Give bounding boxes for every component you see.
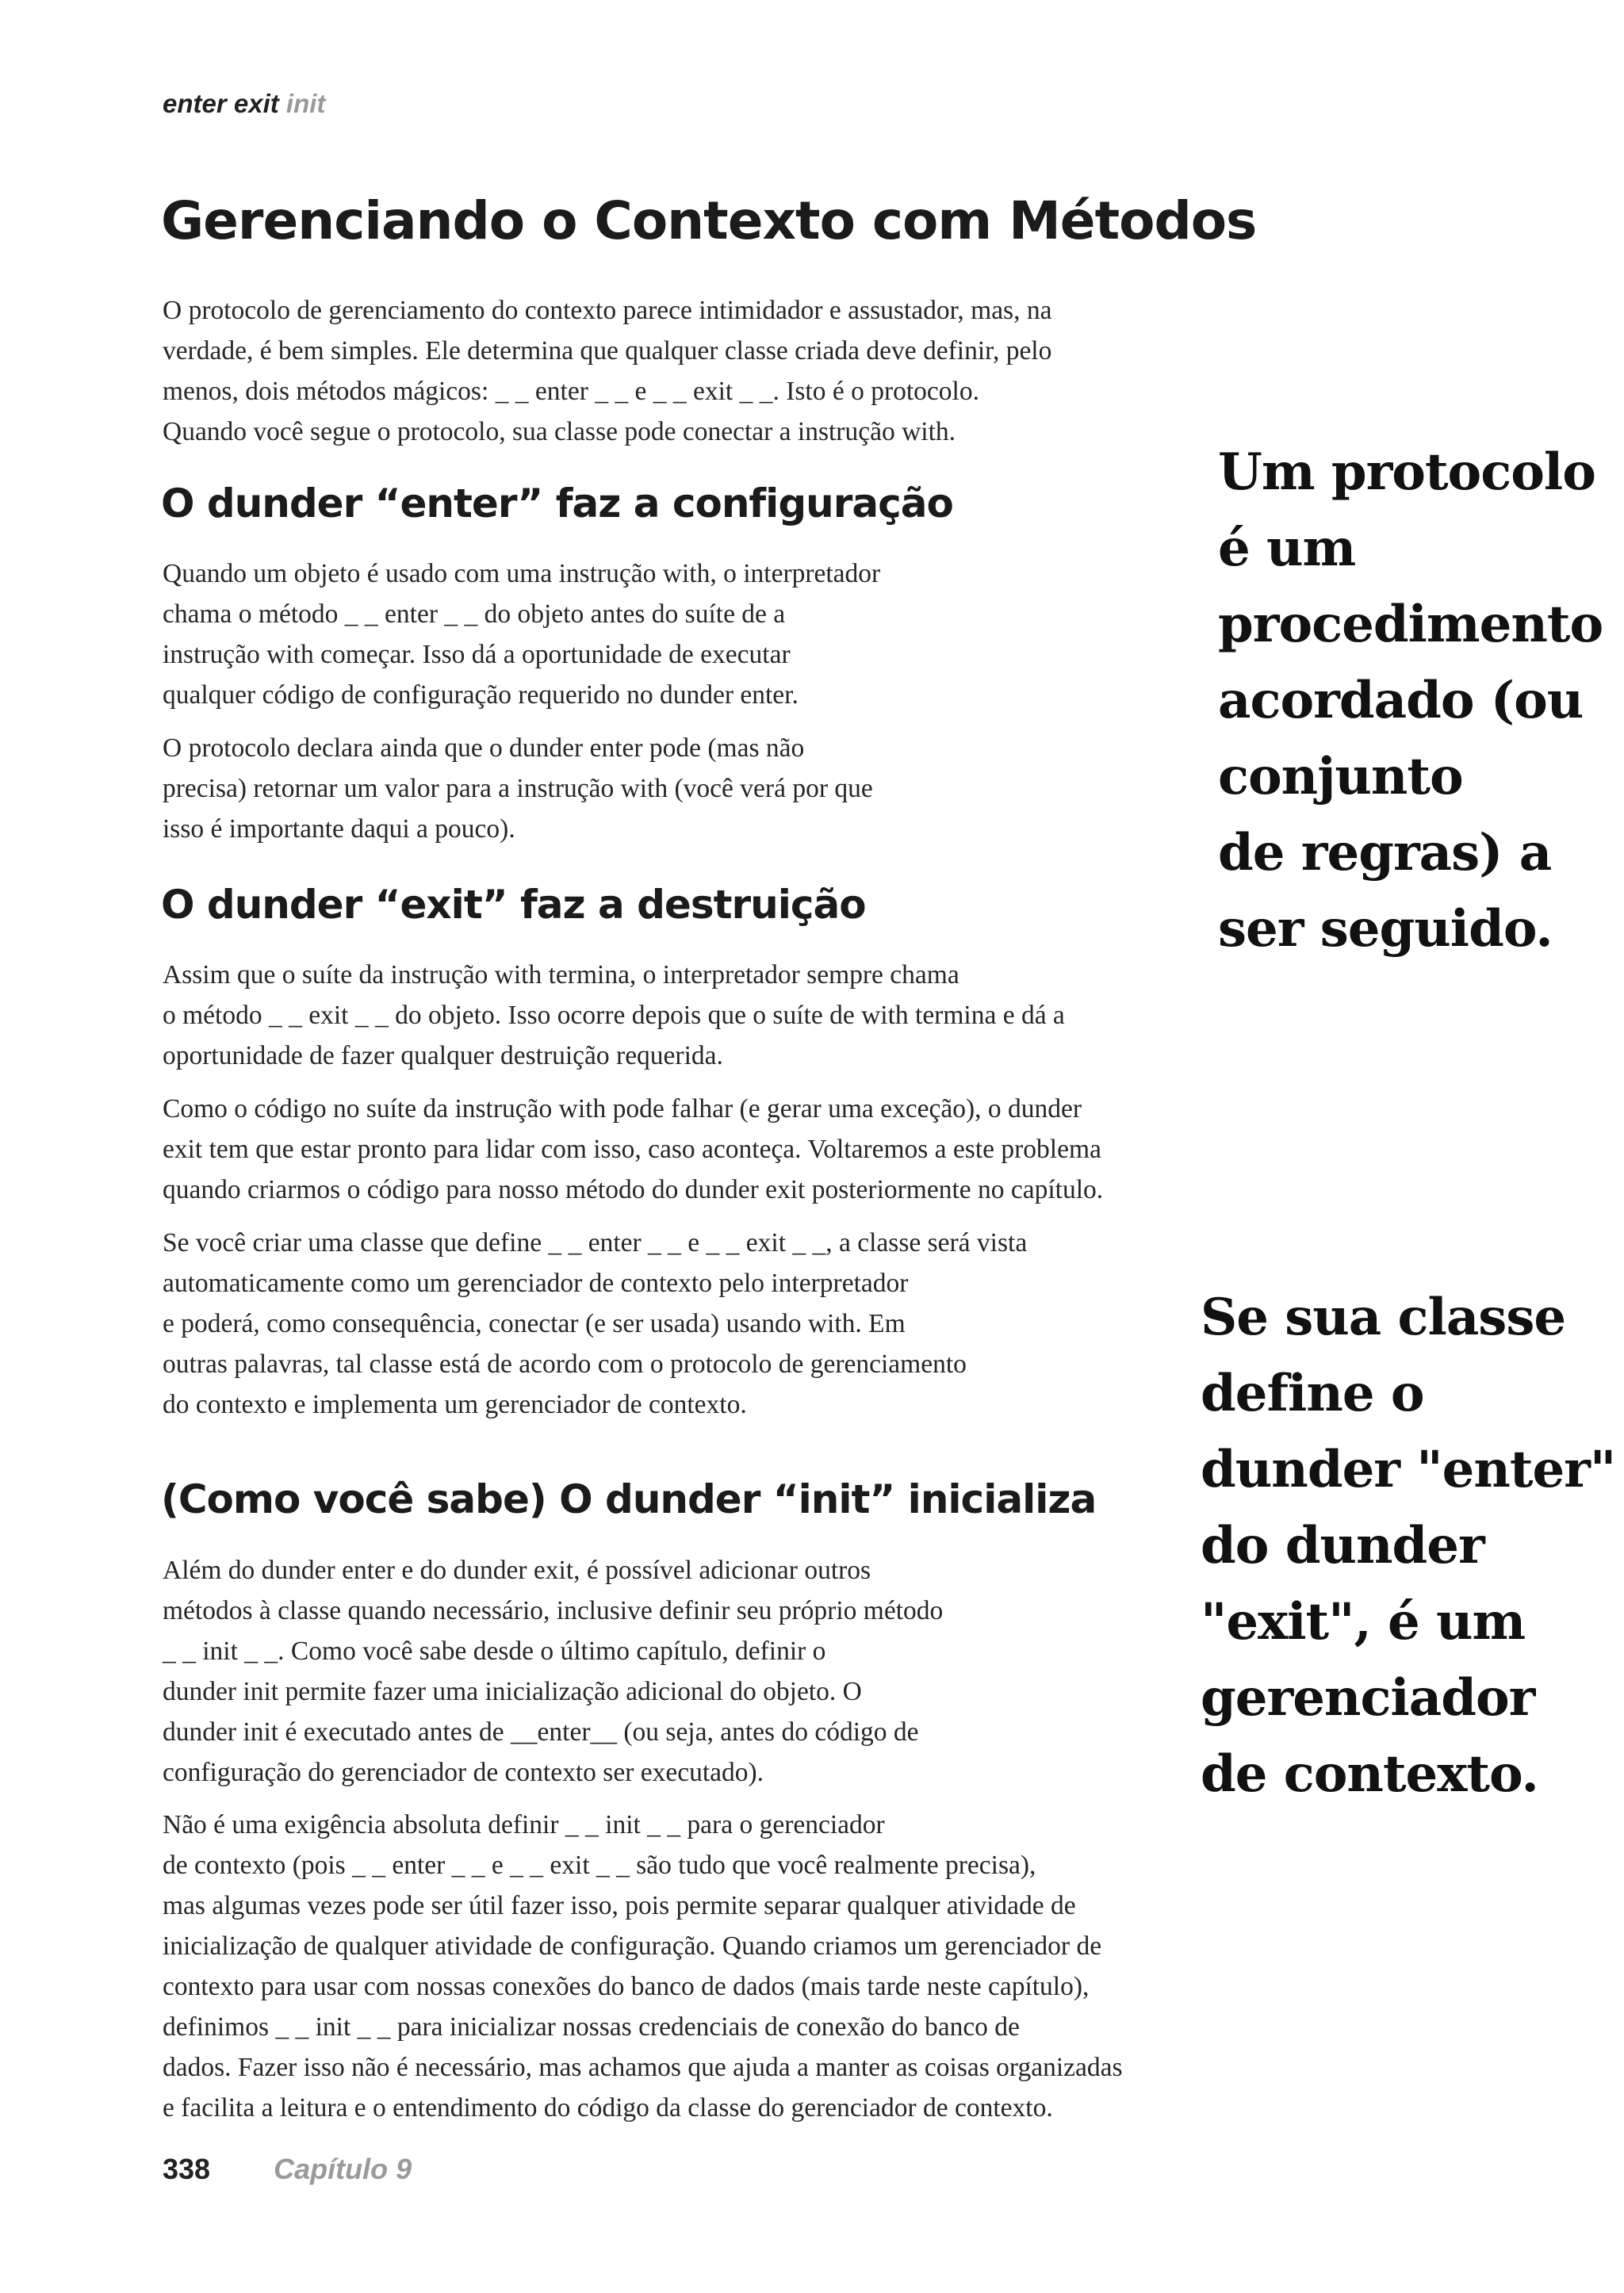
note-line: conjunto (1218, 747, 1463, 806)
line: automaticamente como um gerenciador de contexto pelo interpretador (163, 1269, 909, 1298)
line: Além do dunder enter e do dunder exit, é possível adicionar outros (163, 1556, 871, 1585)
line: Quando um objeto é usado com uma instrução with, o interpretador (163, 559, 881, 588)
side-note-protocol (1218, 434, 1603, 967)
line: dunder init é executado antes de __enter__ (ou seja, antes do código de (163, 1717, 919, 1747)
exit-paragraph-2 (163, 1089, 1431, 1210)
line: Quando você segue o protocolo, sua classe pode conectar a instrução with. (163, 417, 956, 446)
section-heading-enter: O dunder “enter” faz a configuração (161, 480, 953, 526)
section-heading-init: (Como você sabe) O dunder “init” inicializa (161, 1476, 1097, 1522)
line: chama o método _ _ enter _ _ do objeto antes do suíte de a (163, 599, 786, 629)
line: O protocolo declara ainda que o dunder enter pode (mas não (163, 733, 805, 763)
line: verdade, é bem simples. Ele determina que qualquer classe criada deve definir, pelo (163, 336, 1052, 366)
page-number: 338 (163, 2153, 211, 2185)
line: quando criarmos o código para nosso método do dunder exit posteriormente no capítulo. (163, 1175, 1104, 1204)
exit-paragraph-1 (163, 955, 1400, 1076)
note-line: Se sua classe (1201, 1288, 1566, 1347)
line: métodos à classe quando necessário, inclusive definir seu próprio método (163, 1596, 944, 1625)
line: Assim que o suíte da instrução with termina, o interpretador sempre chama (163, 960, 959, 990)
intro-paragraph (163, 290, 1384, 452)
running-head-grey: init (285, 89, 326, 118)
line: exit tem que estar pronto para lidar com isso, caso aconteça. Voltaremos a este problema (163, 1135, 1101, 1164)
init-paragraph-2 (163, 1805, 1447, 2128)
enter-paragraph-2 (163, 728, 1193, 849)
line: precisa) retornar um valor para a instrução with (você verá por que (163, 774, 873, 803)
line: e poderá, como consequência, conectar (e ser usada) usando with. Em (163, 1309, 906, 1338)
line: outras palavras, tal classe está de acordo com o protocolo de gerenciamento (163, 1349, 967, 1379)
line: isso é importante daqui a pouco). (163, 814, 515, 844)
note-line: define o (1201, 1364, 1424, 1423)
note-line: "exit", é um (1201, 1592, 1526, 1652)
line: Se você criar uma classe que define _ _ enter _ _ e _ _ exit _ _, a classe será vista (163, 1228, 1028, 1258)
line: de contexto (pois _ _ enter _ _ e _ _ exit _ _ são tudo que você realmente precisa), (163, 1851, 1036, 1880)
note-line: é um (1218, 519, 1356, 578)
line: menos, dois métodos mágicos: _ _ enter _ _ e _ _ exit _ _. Isto é o protocolo. (163, 377, 979, 406)
line: instrução with começar. Isso dá a oportunidade de executar (163, 640, 791, 669)
line: Como o código no suíte da instrução with pode falhar (e gerar uma exceção), o dunder (163, 1094, 1082, 1124)
intro-text (163, 290, 1384, 452)
line: e facilita a leitura e o entendimento do código da classe do gerenciador de contexto. (163, 2093, 1053, 2123)
line: contexto para usar com nossas conexões do banco de dados (mais tarde neste capítulo), (163, 1972, 1090, 2001)
running-head-main: enter exit (163, 89, 279, 118)
enter-paragraph-1 (163, 553, 1193, 715)
line: definimos _ _ init _ _ para inicializar nossas credenciais de conexão do banco de (163, 2012, 1020, 2042)
note-line: ser seguido. (1218, 899, 1553, 959)
line: Não é uma exigência absoluta definir _ _ init _ _ para o gerenciador (163, 1810, 885, 1839)
note-line: gerenciador (1201, 1668, 1535, 1728)
note-line: Um protocolo (1218, 442, 1595, 502)
page-footer (163, 2153, 412, 2186)
line: qualquer código de configuração requerido no dunder enter. (163, 680, 799, 710)
line: mas algumas vezes pode ser útil fazer isso, pois permite separar qualquer atividade de (163, 1891, 1076, 1920)
running-head (163, 89, 325, 119)
line: dados. Fazer isso não é necessário, mas achamos que ajuda a manter as coisas organizadas (163, 2053, 1123, 2082)
chapter-label: Capítulo 9 (274, 2153, 412, 2185)
note-line: dunder "enter" (1201, 1440, 1616, 1499)
note-line: de regras) a (1218, 823, 1552, 882)
line: oportunidade de fazer qualquer destruição requerida. (163, 1041, 723, 1070)
side-note-context-manager (1201, 1280, 1615, 1813)
line: dunder init permite fazer uma inicialização adicional do objeto. O (163, 1677, 862, 1706)
line: do contexto e implementa um gerenciador de contexto. (163, 1390, 747, 1419)
note-line: acordado (ou (1218, 671, 1584, 730)
page-title: Gerenciando o Contexto com Métodos (161, 190, 1257, 251)
line: _ _ init _ _. Como você sabe desde o último capítulo, definir o (163, 1636, 826, 1666)
note-line: procedimento (1218, 595, 1603, 654)
section-heading-exit: O dunder “exit” faz a destruição (161, 882, 866, 928)
init-paragraph-1 (163, 1550, 1225, 1793)
line: configuração do gerenciador de contexto ser executado). (163, 1758, 764, 1787)
line: inicialização de qualquer atividade de configuração. Quando criamos um gerenciador de (163, 1931, 1102, 1961)
note-line: de contexto. (1201, 1744, 1538, 1804)
line: O protocolo de gerenciamento do contexto parece intimidador e assustador, mas, na (163, 296, 1052, 325)
note-line: do dunder (1201, 1516, 1484, 1575)
line: o método _ _ exit _ _ do objeto. Isso ocorre depois que o suíte de with termina e dá a (163, 1001, 1065, 1030)
